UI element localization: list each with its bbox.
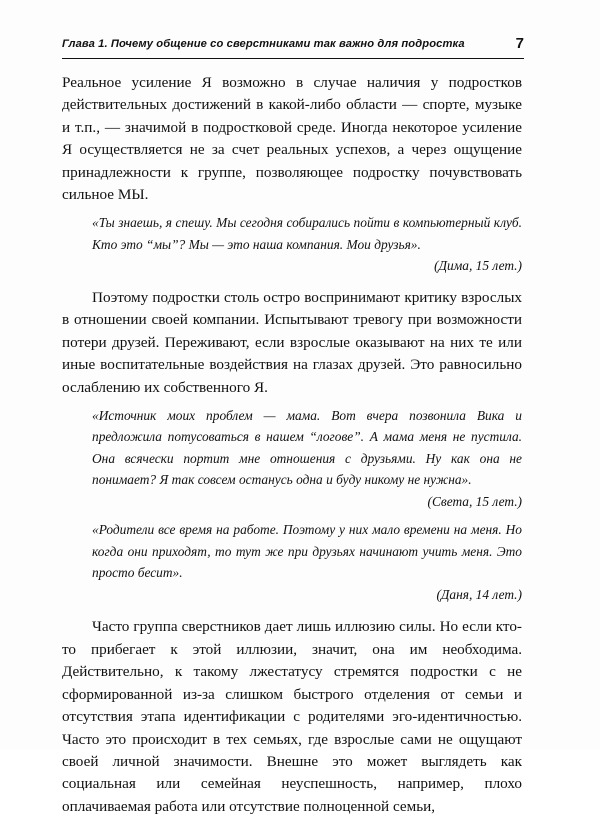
- page-number: 7: [515, 35, 524, 52]
- paragraph-3: Часто группа сверстников дает лишь иллюзию силы. Но если кто-то прибегает к этой иллюзии, значит, она им необходима. Действительно, к такому лжестатусу стремятся подростки с не сформированной из-за слишком быстрого отделения от семьи и отсутствия этапа идентификации с родителями эго-идентичностью. Часто это происходит в тех семьях, где взрослые сами не ощущают своей личной значимости. Внешне это может выглядеть как социальная или семейная неуспешность, например, плохо оплачиваемая работа или отсутствие полноценной семьи,: [62, 618, 522, 815]
- running-header: [62, 36, 524, 59]
- paragraph-2: Поэтому подростки столь остро воспринимают критику взрослых в отношении своей компании. Испытывают тревогу при возможности потери друзей. Переживают, если взрослые оказывают на них те или иные воспитательные воздействия на глазах друзей. Это равносильно ослаблению их собственного Я.: [62, 288, 522, 396]
- paragraph-1: Реальное усиление Я возможно в случае наличия у подростков действительных достижений в какой-либо области — спорте, музыке и т.п., — значимой в подростковой среде. Иногда некоторое усиление Я осуществляется не за счет реальных успехов, а через ощущение принадлежности к группе, позволяющее подростку почувствовать сильное МЫ.: [62, 74, 522, 204]
- quote-3-text: «Родители все время на работе. Поэтому у них мало времени на меня. Но когда они приходят, то тут же при друзьях начинают учить меня. Это просто бесит».: [92, 522, 522, 581]
- running-title: Глава 1. Почему общение со сверстниками так важно для подростка: [62, 38, 465, 50]
- page-content: [62, 72, 522, 818]
- quote-3-author: (Даня, 14 лет.): [436, 586, 522, 602]
- quote-2-text: «Источник моих проблем — мама. Вот вчера позвонила Вика и предложила потусоваться в нашем “логове”. А мама меня не пустила. Она всячески портит мне отношения с друзьями. Ну как она не понимает? Я так совсем останусь одна и буду никому не нужна».: [92, 407, 522, 488]
- quote-1-text: «Ты знаешь, я спешу. Мы сегодня собирались пойти в компьютерный клуб. Кто это “мы”? Мы — это наша компания. Мои друзья».: [92, 215, 522, 252]
- quote-2-author: (Света, 15 лет.): [427, 493, 522, 509]
- quote-1-author: (Дима, 15 лет.): [434, 258, 522, 274]
